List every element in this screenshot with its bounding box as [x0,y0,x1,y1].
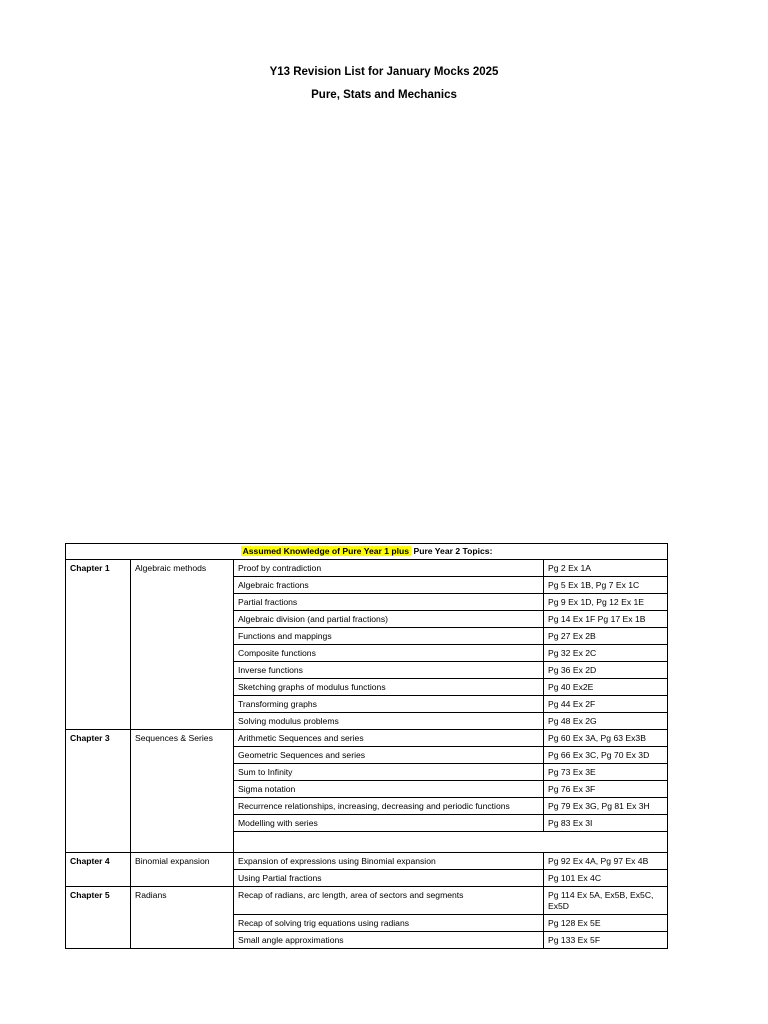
reference-cell: Pg 40 Ex2E [544,679,668,696]
chapter-cell: Chapter 4 [66,853,131,887]
reference-cell: Pg 2 Ex 1A [544,560,668,577]
document-subtitle: Pure, Stats and Mechanics [311,89,457,101]
subtopic-cell: Recap of radians, arc length, area of sectors and segments [234,887,544,915]
topic-cell: Binomial expansion [131,853,234,887]
subtopic-cell: Expansion of expressions using Binomial expansion [234,853,544,870]
document-title: Y13 Revision List for January Mocks 2025 [269,66,499,78]
subtopic-cell: Using Partial fractions [234,870,544,887]
subtopic-cell: Modelling with series [234,815,544,832]
subtopic-cell: Solving modulus problems [234,713,544,730]
topic-cell: Algebraic methods [131,560,234,730]
table-row [66,560,668,577]
subtopic-cell: Partial fractions [234,594,544,611]
subtopic-cell: Sum to Infinity [234,764,544,781]
reference-cell: Pg 27 Ex 2B [544,628,668,645]
table-header [66,544,668,560]
subtopic-cell: Sigma notation [234,781,544,798]
chapter-cell: Chapter 5 [66,887,131,949]
subtopic-cell: Small angle approximations [234,932,544,949]
subtopic-cell: Composite functions [234,645,544,662]
reference-cell: Pg 92 Ex 4A, Pg 97 Ex 4B [544,853,668,870]
subtopic-cell: Sketching graphs of modulus functions [234,679,544,696]
reference-cell: Pg 14 Ex 1F Pg 17 Ex 1B [544,611,668,628]
topic-cell: Radians [131,887,234,949]
reference-cell: Pg 36 Ex 2D [544,662,668,679]
subtopic-cell: Proof by contradiction [234,560,544,577]
subtopic-cell: Geometric Sequences and series [234,747,544,764]
subtopic-cell: Algebraic fractions [234,577,544,594]
reference-cell: Pg 114 Ex 5A, Ex5B, Ex5C, Ex5D [544,887,668,915]
reference-cell: Pg 76 Ex 3F [544,781,668,798]
table-header-row [66,544,668,560]
reference-cell: Pg 60 Ex 3A, Pg 63 Ex3B [544,730,668,747]
reference-cell: Pg 32 Ex 2C [544,645,668,662]
table-row [66,887,668,915]
subtopic-cell: Arithmetic Sequences and series [234,730,544,747]
table-row [66,853,668,870]
reference-cell: Pg 66 Ex 3C, Pg 70 Ex 3D [544,747,668,764]
reference-cell: Pg 73 Ex 3E [544,764,668,781]
chapter-cell: Chapter 1 [66,560,131,730]
chapter-cell: Chapter 3 [66,730,131,853]
reference-cell: Pg 44 Ex 2F [544,696,668,713]
topic-cell: Sequences & Series [131,730,234,853]
reference-cell: Pg 133 Ex 5F [544,932,668,949]
subtopic-cell: Transforming graphs [234,696,544,713]
header-rest-text: Pure Year 2 Topics: [411,546,493,556]
reference-cell: Pg 48 Ex 2G [544,713,668,730]
revision-table [65,543,668,949]
reference-cell: Pg 128 Ex 5E [544,915,668,932]
subtopic-cell: Algebraic division (and partial fractions) [234,611,544,628]
subtopic-cell: Recap of solving trig equations using radians [234,915,544,932]
reference-cell: Pg 5 Ex 1B, Pg 7 Ex 1C [544,577,668,594]
reference-cell: Pg 101 Ex 4C [544,870,668,887]
spacer-cell [234,832,668,853]
subtopic-cell: Functions and mappings [234,628,544,645]
table-row [66,730,668,747]
reference-cell: Pg 83 Ex 3I [544,815,668,832]
subtopic-cell: Recurrence relationships, increasing, decreasing and periodic functions [234,798,544,815]
reference-cell: Pg 79 Ex 3G, Pg 81 Ex 3H [544,798,668,815]
header-highlight-text: Assumed Knowledge of Pure Year 1 plus [242,546,410,556]
subtopic-cell: Inverse functions [234,662,544,679]
reference-cell: Pg 9 Ex 1D, Pg 12 Ex 1E [544,594,668,611]
